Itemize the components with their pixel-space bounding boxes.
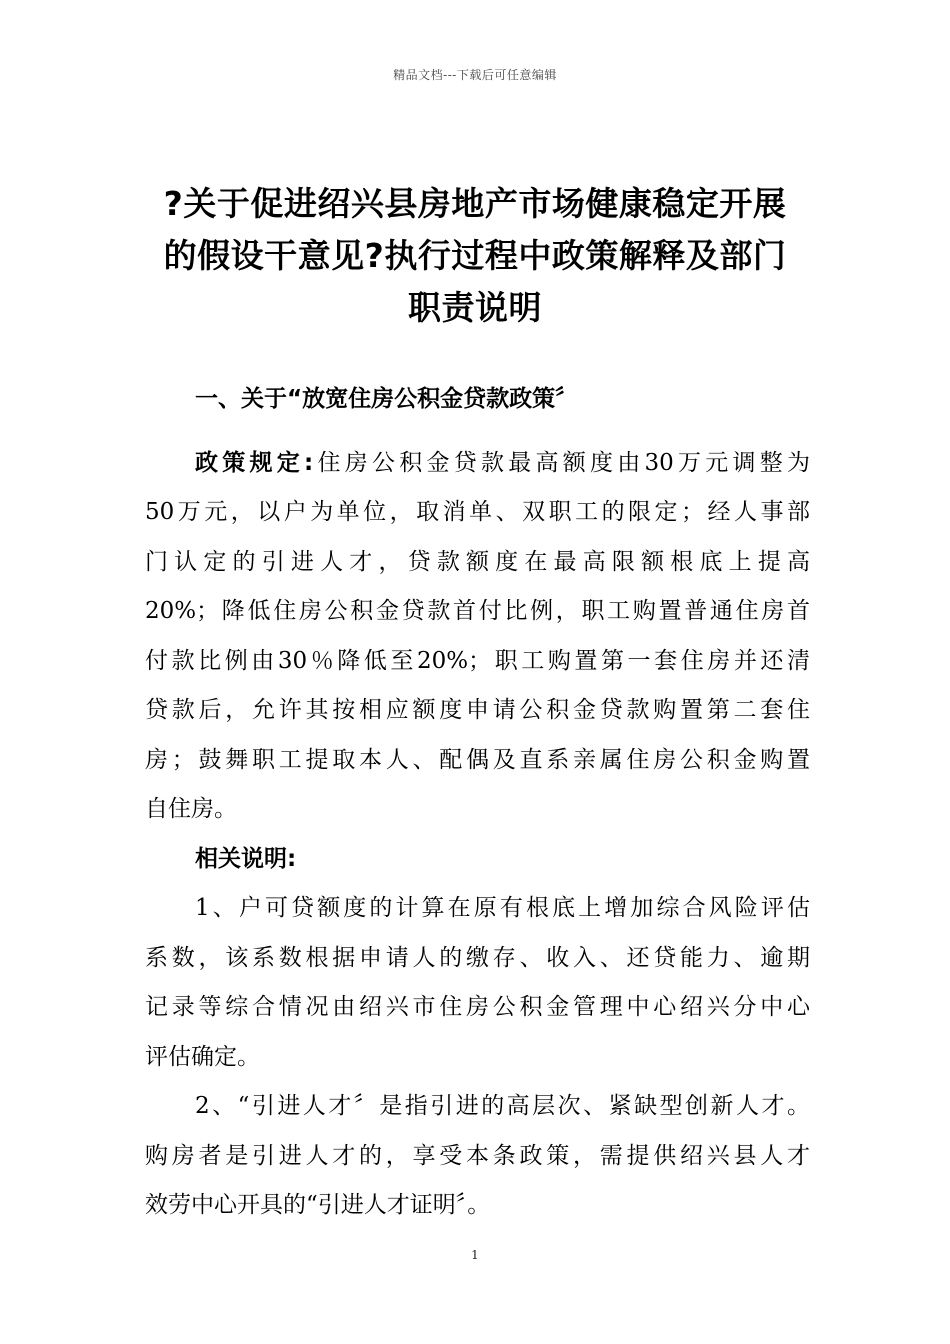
title-line-2: 的假设干意见?执行过程中政策解释及部门	[163, 236, 787, 275]
note-line: 购房者是引进人才的，享受本条政策，需提供绍兴县人才	[145, 1142, 810, 1169]
policy-line: 20%；降低住房公积金贷款首付比例，职工购置普通住房首	[145, 598, 810, 624]
title-line-3: 职责说明	[408, 288, 542, 327]
policy-line: 50万元，以户为单位，取消单、双职工的限定；经人事部	[145, 499, 810, 525]
section-heading: 一、关于“放宽住房公积金贷款政策〞	[195, 386, 579, 412]
document-body	[145, 375, 810, 1231]
note-line: 效劳中心开具的“引进人才证明〞。	[145, 1192, 491, 1218]
policy-line: 付款比例由30％降低至20%；职工购置第一套住房并还清	[145, 647, 810, 674]
policy-line: 门认定的引进人才，贷款额度在最高限额根底上提高	[145, 548, 810, 575]
note-line: 1、户可贷额度的计算在原有根底上增加综合风险评估	[195, 895, 810, 921]
note-line: 记录等综合情况由绍兴市住房公积金管理中心绍兴分中心	[145, 994, 810, 1020]
policy-text: 住房公积金贷款最高额度由30万元调整为	[313, 449, 810, 476]
note-line: 系数，该系数根据申请人的缴存、收入、还贷能力、逾期	[145, 944, 810, 971]
document-title	[140, 178, 810, 334]
notes-label: 相关说明:	[195, 845, 297, 872]
policy-label: 政策规定:	[195, 449, 314, 476]
note-line: 2、“引进人才〞是指引进的高层次、紧缺型创新人才。	[195, 1093, 810, 1119]
title-line-1: ?关于促进绍兴县房地产市场健康稳定开展	[163, 184, 787, 223]
page-header: 精品文档---下载后可任意编辑	[393, 68, 557, 82]
policy-line: 贷款后，允许其按相应额度申请公积金贷款购置第二套住	[145, 697, 810, 723]
policy-line: 自住房。	[145, 796, 237, 822]
policy-line: 房；鼓舞职工提取本人、配偶及直系亲属住房公积金购置	[145, 746, 810, 773]
page-number: 1	[471, 1248, 479, 1262]
policy-line	[145, 439, 810, 489]
note-line: 评估确定。	[145, 1043, 260, 1070]
